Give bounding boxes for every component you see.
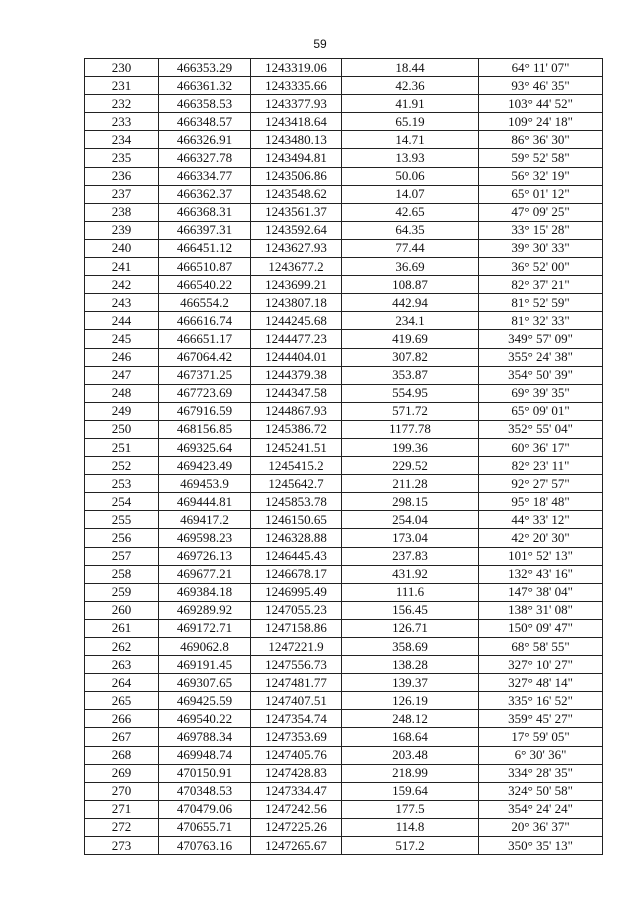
distance-cell: 248.12: [342, 710, 479, 728]
point-number-cell: 233: [85, 113, 159, 131]
distance-cell: 554.95: [342, 384, 479, 402]
distance-cell: 307.82: [342, 348, 479, 366]
y-coordinate-cell: 1247334.47: [251, 782, 342, 800]
x-coordinate-cell: 466334.77: [159, 167, 251, 185]
point-number-cell: 248: [85, 384, 159, 402]
point-number-cell: 272: [85, 818, 159, 836]
distance-cell: 139.37: [342, 674, 479, 692]
point-number-cell: 270: [85, 782, 159, 800]
x-coordinate-cell: 469423.49: [159, 457, 251, 475]
table-row: [85, 113, 603, 131]
direction-angle-cell: 81° 52' 59": [479, 294, 603, 312]
x-coordinate-cell: 469172.71: [159, 619, 251, 637]
table-row: [85, 258, 603, 276]
y-coordinate-cell: 1243677.2: [251, 258, 342, 276]
point-number-cell: 253: [85, 475, 159, 493]
point-number-cell: 244: [85, 312, 159, 330]
table-row: [85, 565, 603, 583]
distance-cell: 168.64: [342, 728, 479, 746]
x-coordinate-cell: 469948.74: [159, 746, 251, 764]
table-row: [85, 131, 603, 149]
x-coordinate-cell: 467723.69: [159, 384, 251, 402]
direction-angle-cell: 95° 18' 48": [479, 493, 603, 511]
point-number-cell: 232: [85, 95, 159, 113]
direction-angle-cell: 138° 31' 08": [479, 601, 603, 619]
y-coordinate-cell: 1244867.93: [251, 402, 342, 420]
direction-angle-cell: 92° 27' 57": [479, 475, 603, 493]
table-row: [85, 529, 603, 547]
point-number-cell: 239: [85, 221, 159, 239]
x-coordinate-cell: 466540.22: [159, 276, 251, 294]
table-row: [85, 167, 603, 185]
point-number-cell: 230: [85, 59, 159, 77]
point-number-cell: 235: [85, 149, 159, 167]
y-coordinate-cell: 1247353.69: [251, 728, 342, 746]
direction-angle-cell: 93° 46' 35": [479, 77, 603, 95]
table-row: [85, 348, 603, 366]
point-number-cell: 251: [85, 438, 159, 456]
distance-cell: 65.19: [342, 113, 479, 131]
table-row: [85, 438, 603, 456]
x-coordinate-cell: 470479.06: [159, 800, 251, 818]
x-coordinate-cell: 466353.29: [159, 59, 251, 77]
x-coordinate-cell: 469289.92: [159, 601, 251, 619]
x-coordinate-cell: 466358.53: [159, 95, 251, 113]
table-row: [85, 149, 603, 167]
point-number-cell: 246: [85, 348, 159, 366]
y-coordinate-cell: 1243319.06: [251, 59, 342, 77]
direction-angle-cell: 6° 30' 36": [479, 746, 603, 764]
point-number-cell: 243: [85, 294, 159, 312]
distance-cell: 114.8: [342, 818, 479, 836]
point-number-cell: 264: [85, 674, 159, 692]
direction-angle-cell: 327° 48' 14": [479, 674, 603, 692]
table-row: [85, 185, 603, 203]
table-row: [85, 511, 603, 529]
table-row: [85, 493, 603, 511]
table-row: [85, 692, 603, 710]
point-number-cell: 259: [85, 583, 159, 601]
table-row: [85, 420, 603, 438]
point-number-cell: 261: [85, 619, 159, 637]
point-number-cell: 252: [85, 457, 159, 475]
direction-angle-cell: 147° 38' 04": [479, 583, 603, 601]
x-coordinate-cell: 466451.12: [159, 239, 251, 257]
direction-angle-cell: 39° 30' 33": [479, 239, 603, 257]
distance-cell: 138.28: [342, 656, 479, 674]
x-coordinate-cell: 467371.25: [159, 366, 251, 384]
direction-angle-cell: 65° 01' 12": [479, 185, 603, 203]
table-row: [85, 384, 603, 402]
distance-cell: 229.52: [342, 457, 479, 475]
table-row: [85, 728, 603, 746]
y-coordinate-cell: 1247428.83: [251, 764, 342, 782]
y-coordinate-cell: 1243627.93: [251, 239, 342, 257]
y-coordinate-cell: 1243592.64: [251, 221, 342, 239]
direction-angle-cell: 65° 09' 01": [479, 402, 603, 420]
point-number-cell: 247: [85, 366, 159, 384]
distance-cell: 36.69: [342, 258, 479, 276]
table-row: [85, 601, 603, 619]
x-coordinate-cell: 466362.37: [159, 185, 251, 203]
distance-cell: 419.69: [342, 330, 479, 348]
point-number-cell: 262: [85, 638, 159, 656]
direction-angle-cell: 359° 45' 27": [479, 710, 603, 728]
point-number-cell: 255: [85, 511, 159, 529]
y-coordinate-cell: 1246445.43: [251, 547, 342, 565]
point-number-cell: 263: [85, 656, 159, 674]
distance-cell: 14.71: [342, 131, 479, 149]
distance-cell: 177.5: [342, 800, 479, 818]
x-coordinate-cell: 469540.22: [159, 710, 251, 728]
distance-cell: 298.15: [342, 493, 479, 511]
table-row: [85, 366, 603, 384]
distance-cell: 77.44: [342, 239, 479, 257]
distance-cell: 254.04: [342, 511, 479, 529]
distance-cell: 108.87: [342, 276, 479, 294]
y-coordinate-cell: 1243480.13: [251, 131, 342, 149]
x-coordinate-cell: 469677.21: [159, 565, 251, 583]
x-coordinate-cell: 469726.13: [159, 547, 251, 565]
distance-cell: 431.92: [342, 565, 479, 583]
point-number-cell: 236: [85, 167, 159, 185]
x-coordinate-cell: 467064.42: [159, 348, 251, 366]
x-coordinate-cell: 466361.32: [159, 77, 251, 95]
table-row: [85, 276, 603, 294]
x-coordinate-cell: 469325.64: [159, 438, 251, 456]
direction-angle-cell: 324° 50' 58": [479, 782, 603, 800]
y-coordinate-cell: 1245642.7: [251, 475, 342, 493]
direction-angle-cell: 349° 57' 09": [479, 330, 603, 348]
distance-cell: 211.28: [342, 475, 479, 493]
y-coordinate-cell: 1247225.26: [251, 818, 342, 836]
y-coordinate-cell: 1244347.58: [251, 384, 342, 402]
y-coordinate-cell: 1244477.23: [251, 330, 342, 348]
point-number-cell: 234: [85, 131, 159, 149]
x-coordinate-cell: 466348.57: [159, 113, 251, 131]
y-coordinate-cell: 1243418.64: [251, 113, 342, 131]
table-row: [85, 837, 603, 855]
table-row: [85, 638, 603, 656]
direction-angle-cell: 47° 09' 25": [479, 203, 603, 221]
y-coordinate-cell: 1243548.62: [251, 185, 342, 203]
coordinates-table: [84, 58, 603, 855]
table-row: [85, 239, 603, 257]
direction-angle-cell: 101° 52' 13": [479, 547, 603, 565]
x-coordinate-cell: 470150.91: [159, 764, 251, 782]
table-row: [85, 95, 603, 113]
point-number-cell: 258: [85, 565, 159, 583]
y-coordinate-cell: 1243807.18: [251, 294, 342, 312]
point-number-cell: 256: [85, 529, 159, 547]
y-coordinate-cell: 1243335.66: [251, 77, 342, 95]
distance-cell: 41.91: [342, 95, 479, 113]
table-row: [85, 221, 603, 239]
direction-angle-cell: 56° 32' 19": [479, 167, 603, 185]
table-row: [85, 294, 603, 312]
distance-cell: 237.83: [342, 547, 479, 565]
distance-cell: 13.93: [342, 149, 479, 167]
y-coordinate-cell: 1247354.74: [251, 710, 342, 728]
distance-cell: 517.2: [342, 837, 479, 855]
y-coordinate-cell: 1245415.2: [251, 457, 342, 475]
table-row: [85, 764, 603, 782]
direction-angle-cell: 82° 37' 21": [479, 276, 603, 294]
distance-cell: 126.19: [342, 692, 479, 710]
direction-angle-cell: 352° 55' 04": [479, 420, 603, 438]
distance-cell: 159.64: [342, 782, 479, 800]
direction-angle-cell: 354° 50' 39": [479, 366, 603, 384]
table-row: [85, 312, 603, 330]
table-row: [85, 203, 603, 221]
x-coordinate-cell: 468156.85: [159, 420, 251, 438]
y-coordinate-cell: 1246995.49: [251, 583, 342, 601]
distance-cell: 358.69: [342, 638, 479, 656]
y-coordinate-cell: 1247407.51: [251, 692, 342, 710]
table-row: [85, 619, 603, 637]
x-coordinate-cell: 469453.9: [159, 475, 251, 493]
y-coordinate-cell: 1246328.88: [251, 529, 342, 547]
direction-angle-cell: 36° 52' 00": [479, 258, 603, 276]
page-number: 59: [313, 37, 327, 51]
direction-angle-cell: 109° 24' 18": [479, 113, 603, 131]
distance-cell: 203.48: [342, 746, 479, 764]
table-row: [85, 402, 603, 420]
point-number-cell: 241: [85, 258, 159, 276]
direction-angle-cell: 42° 20' 30": [479, 529, 603, 547]
y-coordinate-cell: 1243506.86: [251, 167, 342, 185]
x-coordinate-cell: 466651.17: [159, 330, 251, 348]
distance-cell: 234.1: [342, 312, 479, 330]
y-coordinate-cell: 1247242.56: [251, 800, 342, 818]
distance-cell: 126.71: [342, 619, 479, 637]
y-coordinate-cell: 1247055.23: [251, 601, 342, 619]
direction-angle-cell: 350° 35' 13": [479, 837, 603, 855]
point-number-cell: 238: [85, 203, 159, 221]
y-coordinate-cell: 1246678.17: [251, 565, 342, 583]
direction-angle-cell: 20° 36' 37": [479, 818, 603, 836]
x-coordinate-cell: 469191.45: [159, 656, 251, 674]
direction-angle-cell: 81° 32' 33": [479, 312, 603, 330]
x-coordinate-cell: 467916.59: [159, 402, 251, 420]
table-row: [85, 330, 603, 348]
direction-angle-cell: 60° 36' 17": [479, 438, 603, 456]
direction-angle-cell: 69° 39' 35": [479, 384, 603, 402]
direction-angle-cell: 335° 16' 52": [479, 692, 603, 710]
point-number-cell: 231: [85, 77, 159, 95]
direction-angle-cell: 17° 59' 05": [479, 728, 603, 746]
y-coordinate-cell: 1243561.37: [251, 203, 342, 221]
direction-angle-cell: 82° 23' 11": [479, 457, 603, 475]
point-number-cell: 254: [85, 493, 159, 511]
y-coordinate-cell: 1247221.9: [251, 638, 342, 656]
direction-angle-cell: 44° 33' 12": [479, 511, 603, 529]
point-number-cell: 273: [85, 837, 159, 855]
x-coordinate-cell: 470655.71: [159, 818, 251, 836]
distance-cell: 156.45: [342, 601, 479, 619]
y-coordinate-cell: 1246150.65: [251, 511, 342, 529]
distance-cell: 1177.78: [342, 420, 479, 438]
y-coordinate-cell: 1247556.73: [251, 656, 342, 674]
table-row: [85, 674, 603, 692]
x-coordinate-cell: 466616.74: [159, 312, 251, 330]
y-coordinate-cell: 1247405.76: [251, 746, 342, 764]
y-coordinate-cell: 1243377.93: [251, 95, 342, 113]
distance-cell: 173.04: [342, 529, 479, 547]
x-coordinate-cell: 466326.91: [159, 131, 251, 149]
direction-angle-cell: 103° 44' 52": [479, 95, 603, 113]
table-row: [85, 77, 603, 95]
x-coordinate-cell: 466397.31: [159, 221, 251, 239]
direction-angle-cell: 59° 52' 58": [479, 149, 603, 167]
direction-angle-cell: 327° 10' 27": [479, 656, 603, 674]
distance-cell: 18.44: [342, 59, 479, 77]
x-coordinate-cell: 469425.59: [159, 692, 251, 710]
point-number-cell: 249: [85, 402, 159, 420]
x-coordinate-cell: 466554.2: [159, 294, 251, 312]
x-coordinate-cell: 470348.53: [159, 782, 251, 800]
point-number-cell: 265: [85, 692, 159, 710]
x-coordinate-cell: 469788.34: [159, 728, 251, 746]
point-number-cell: 269: [85, 764, 159, 782]
table-row: [85, 59, 603, 77]
point-number-cell: 271: [85, 800, 159, 818]
coordinates-table-body: [85, 59, 603, 855]
point-number-cell: 257: [85, 547, 159, 565]
point-number-cell: 250: [85, 420, 159, 438]
direction-angle-cell: 86° 36' 30": [479, 131, 603, 149]
y-coordinate-cell: 1243494.81: [251, 149, 342, 167]
y-coordinate-cell: 1244245.68: [251, 312, 342, 330]
point-number-cell: 268: [85, 746, 159, 764]
distance-cell: 442.94: [342, 294, 479, 312]
x-coordinate-cell: 470763.16: [159, 837, 251, 855]
table-row: [85, 800, 603, 818]
distance-cell: 42.65: [342, 203, 479, 221]
direction-angle-cell: 354° 24' 24": [479, 800, 603, 818]
distance-cell: 42.36: [342, 77, 479, 95]
y-coordinate-cell: 1245386.72: [251, 420, 342, 438]
x-coordinate-cell: 469417.2: [159, 511, 251, 529]
point-number-cell: 242: [85, 276, 159, 294]
y-coordinate-cell: 1247265.67: [251, 837, 342, 855]
distance-cell: 64.35: [342, 221, 479, 239]
point-number-cell: 266: [85, 710, 159, 728]
y-coordinate-cell: 1245853.78: [251, 493, 342, 511]
table-row: [85, 547, 603, 565]
table-row: [85, 457, 603, 475]
distance-cell: 218.99: [342, 764, 479, 782]
direction-angle-cell: 355° 24' 38": [479, 348, 603, 366]
distance-cell: 199.36: [342, 438, 479, 456]
point-number-cell: 237: [85, 185, 159, 203]
x-coordinate-cell: 466327.78: [159, 149, 251, 167]
point-number-cell: 240: [85, 239, 159, 257]
x-coordinate-cell: 469444.81: [159, 493, 251, 511]
table-row: [85, 710, 603, 728]
x-coordinate-cell: 469062.8: [159, 638, 251, 656]
y-coordinate-cell: 1247481.77: [251, 674, 342, 692]
y-coordinate-cell: 1245241.51: [251, 438, 342, 456]
y-coordinate-cell: 1244379.38: [251, 366, 342, 384]
x-coordinate-cell: 469384.18: [159, 583, 251, 601]
direction-angle-cell: 150° 09' 47": [479, 619, 603, 637]
table-row: [85, 746, 603, 764]
x-coordinate-cell: 466368.31: [159, 203, 251, 221]
direction-angle-cell: 64° 11' 07": [479, 59, 603, 77]
point-number-cell: 245: [85, 330, 159, 348]
direction-angle-cell: 132° 43' 16": [479, 565, 603, 583]
direction-angle-cell: 33° 15' 28": [479, 221, 603, 239]
direction-angle-cell: 334° 28' 35": [479, 764, 603, 782]
direction-angle-cell: 68° 58' 55": [479, 638, 603, 656]
distance-cell: 353.87: [342, 366, 479, 384]
x-coordinate-cell: 466510.87: [159, 258, 251, 276]
table-row: [85, 583, 603, 601]
x-coordinate-cell: 469598.23: [159, 529, 251, 547]
x-coordinate-cell: 469307.65: [159, 674, 251, 692]
table-row: [85, 475, 603, 493]
y-coordinate-cell: 1247158.86: [251, 619, 342, 637]
point-number-cell: 260: [85, 601, 159, 619]
distance-cell: 111.6: [342, 583, 479, 601]
y-coordinate-cell: 1243699.21: [251, 276, 342, 294]
table-row: [85, 782, 603, 800]
table-row: [85, 818, 603, 836]
point-number-cell: 267: [85, 728, 159, 746]
y-coordinate-cell: 1244404.01: [251, 348, 342, 366]
distance-cell: 14.07: [342, 185, 479, 203]
distance-cell: 571.72: [342, 402, 479, 420]
distance-cell: 50.06: [342, 167, 479, 185]
table-row: [85, 656, 603, 674]
